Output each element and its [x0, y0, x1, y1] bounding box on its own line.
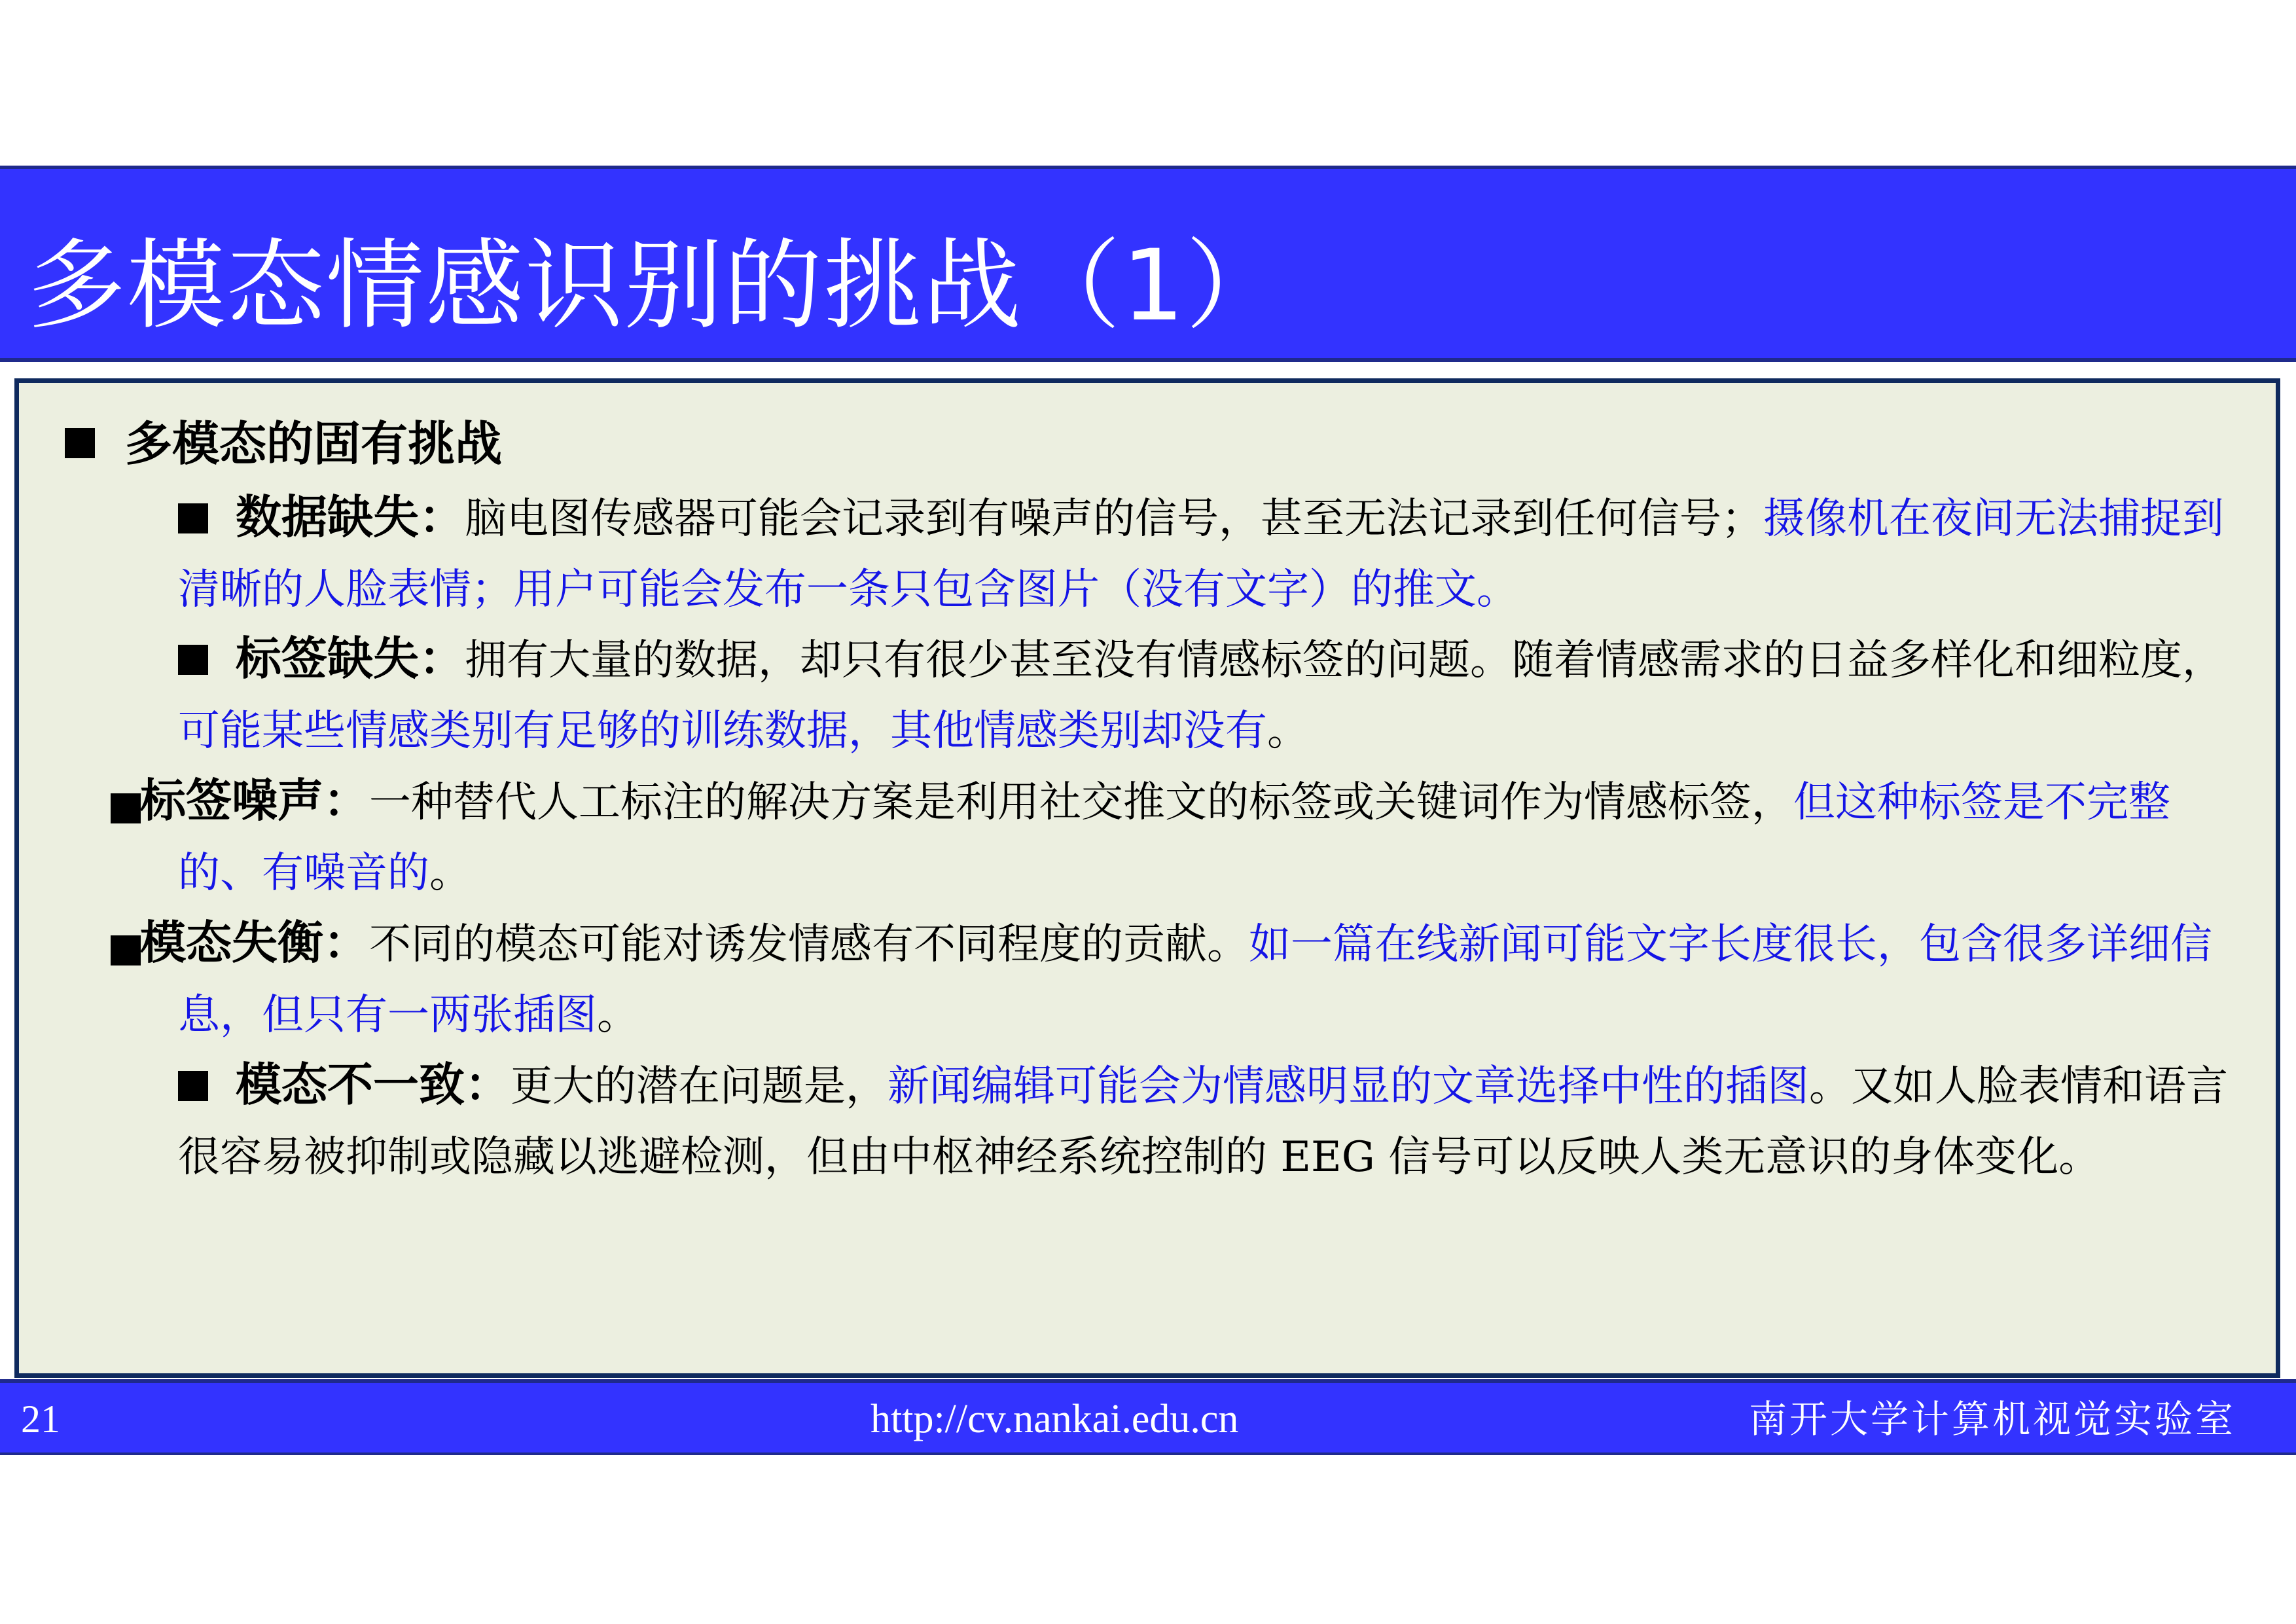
square-bullet-icon	[65, 428, 95, 458]
bullet-tail-text: 。	[429, 849, 471, 897]
bullet-item-label-missing	[178, 623, 2253, 767]
bullet-label: 模态不一致：	[236, 1058, 511, 1111]
title-bar	[0, 166, 2296, 362]
content-panel	[14, 378, 2280, 1378]
square-bullet-icon	[178, 503, 208, 533]
bullet-text: 不同的模态可能对诱发情感有不同程度的贡献。	[369, 920, 1249, 969]
bullet-highlight-text: 可能某些情感类别有足够的训练数据，其他情感类别却没有	[178, 707, 1267, 755]
footer-url: http://cv.nankai.edu.cn	[870, 1397, 1239, 1441]
bullet-highlight-text: 但这种标签是不完整的、有噪音的	[178, 778, 2170, 897]
bullet-tail-text: 。	[597, 991, 639, 1039]
footer-bar	[0, 1379, 2296, 1455]
bullet-item-data-missing	[178, 482, 2253, 625]
bullet-item-modality-imbalance	[140, 907, 2253, 1051]
bullet-item-modality-inconsistency	[178, 1049, 2253, 1193]
bullet-highlight-text: 如一篇在线新闻可能文字长度很长，包含很多详细信息，但只有一两张插图	[178, 920, 2212, 1039]
bullet-text: 拥有大量的数据，却只有很少甚至没有情感标签的问题。随着情感需求的日益多样化和细粒度，	[465, 636, 2224, 685]
bullet-highlight-text: 摄像机在夜间无法捕捉到清晰的人脸表情；用户可能会发布一条只包含图片（没有文字）的推文。	[178, 495, 2224, 614]
bullet-label: 标签噪声：	[140, 774, 369, 827]
bullet-tail-text: 。	[1267, 707, 1309, 755]
section-heading-text: 多模态的固有挑战	[125, 416, 503, 471]
bullet-label: 标签缺失：	[236, 632, 465, 685]
bullet-label: 模态失衡：	[140, 916, 369, 969]
section-heading	[65, 414, 502, 473]
bullet-text: 更大的潜在问题是，	[511, 1062, 888, 1111]
bullet-item-label-noise	[140, 765, 2253, 909]
footer-lab-name: 南开大学计算机视觉实验室	[1748, 1397, 2236, 1441]
bullet-text: 一种替代人工标注的解决方案是利用社交推文的标签或关键词作为情感标签，	[369, 778, 1793, 827]
bullet-highlight-text: 新闻编辑可能会为情感明显的文章选择中性的插图	[888, 1062, 1809, 1111]
bullet-text: 脑电图传感器可能会记录到有噪声的信号，甚至无法记录到任何信号；	[465, 495, 1763, 543]
bullet-label: 数据缺失：	[236, 490, 465, 544]
square-bullet-icon	[178, 1071, 208, 1101]
page-number: 21	[21, 1398, 60, 1441]
bullet-tail-text: 。又如人脸表情和语言很容易被抑制或隐藏以逃避检测，但由中枢神经系统控制的 EEG 信号可以反映人类无意识的身体变化。	[178, 1062, 2228, 1182]
square-bullet-icon	[178, 645, 208, 675]
slide-title: 多模态情感识别的挑战（1）	[27, 229, 1285, 343]
square-bullet-icon	[111, 935, 141, 965]
square-bullet-icon	[111, 793, 141, 823]
